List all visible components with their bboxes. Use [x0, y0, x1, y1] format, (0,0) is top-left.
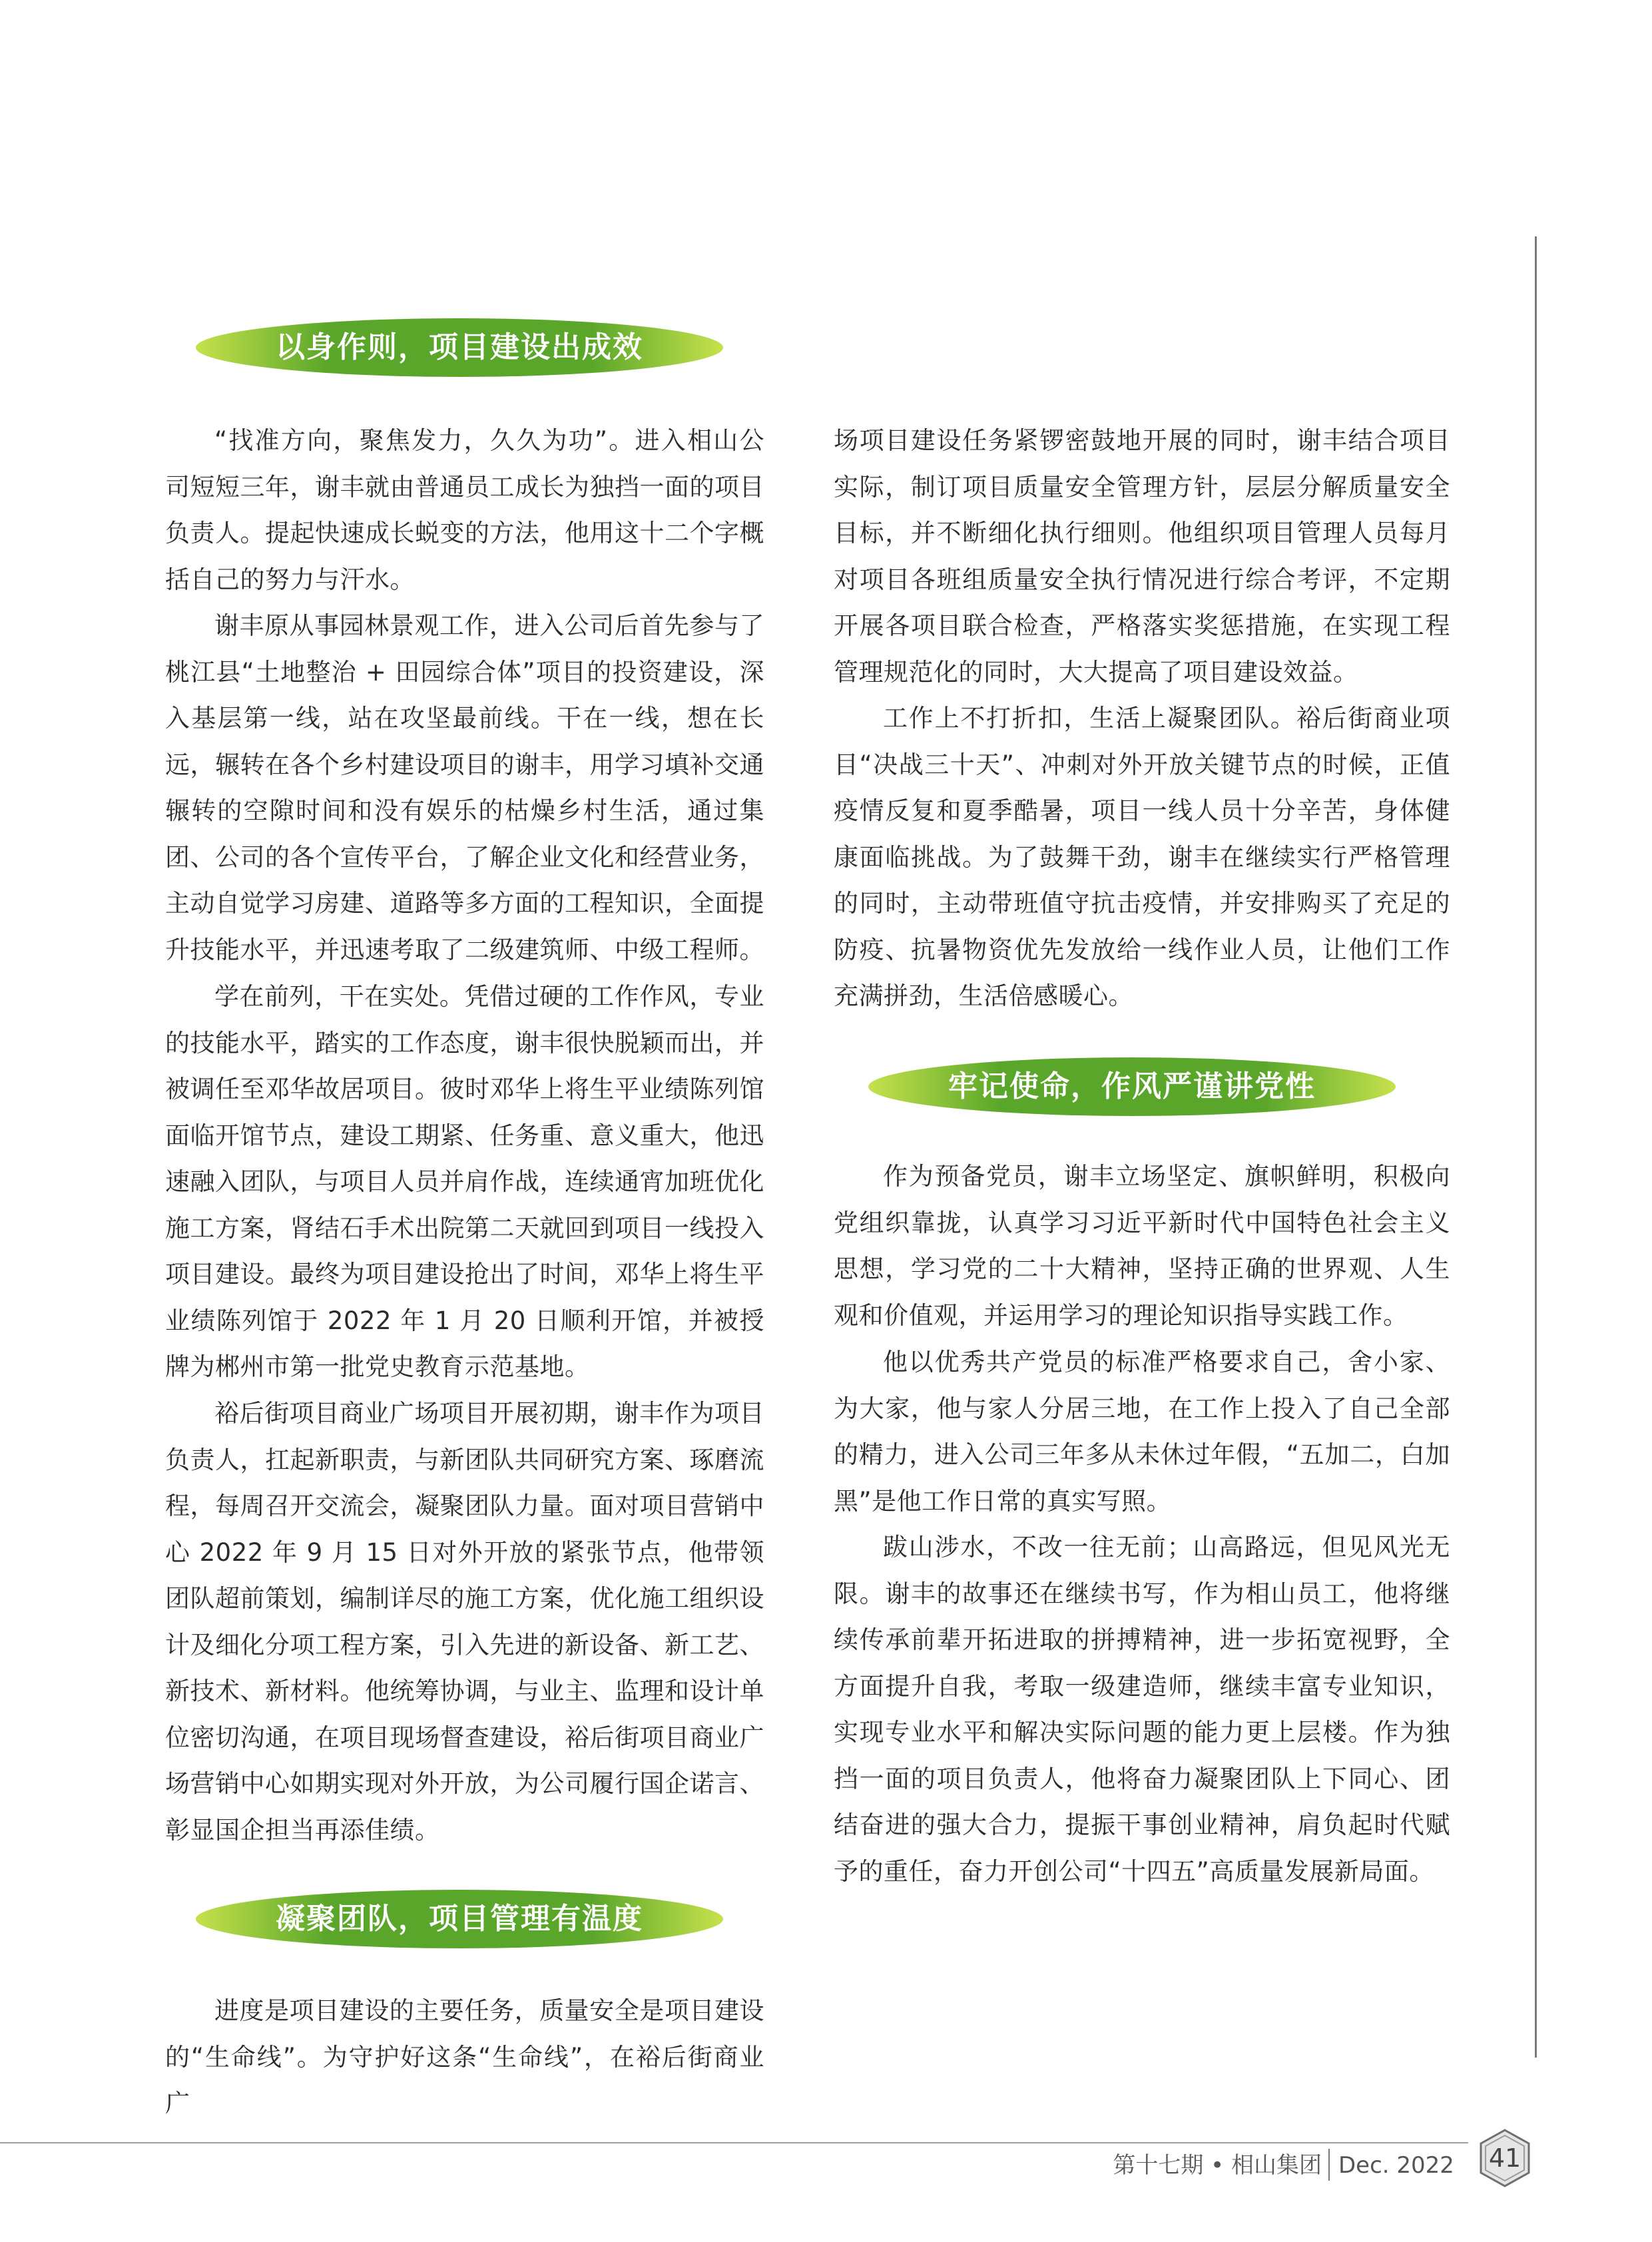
paragraph: 谢丰原从事园林景观工作，进入公司后首先参与了桃江县“土地整治 + 田园综合体”项目的投资建设，深入基层第一线，站在攻坚最前线。干在一线，想在长远，辗转在各个乡村建设项目的谢丰，用学习填补交通辗转的空隙时间和没有娱乐的枯燥乡村生活，通过集团、公司的各个宣传平台，了解企业文化和经营业务，主动自觉学习房建、道路等多方面的工程知识，全面提升技能水平，并迅速考取了二级建筑师、中级工程师。: [165, 611, 764, 964]
paragraph: 场项目建设任务紧锣密鼓地开展的同时，谢丰结合项目实际，制订项目质量安全管理方针，层层分解质量安全目标，并不断细化执行细则。他组织项目管理人员每月对项目各班组质量安全执行情况进行综合考评，不定期开展各项目联合检查，严格落实奖惩措施，在实现工程管理规范化的同时，大大提高了项目建设效益。: [834, 426, 1450, 687]
footer-separator: [1328, 2149, 1330, 2181]
section-heading-text: 以身作则，项目建设出成效: [276, 330, 643, 364]
paragraph: 作为预备党员，谢丰立场坚定、旗帜鲜明，积极向党组织靠拢，认真学习习近平新时代中国特色社会主义思想，学习党的二十大精神，坚持正确的世界观、人生观和价值观，并运用学习的理论知识指导实践工作。: [834, 1162, 1450, 1330]
section-heading-text: 凝聚团队，项目管理有温度: [276, 1902, 643, 1936]
paragraph: 工作上不打折扣，生活上凝聚团队。裕后街商业项目“决战三十天”、冲刺对外开放关键节点的时候，正值疫情反复和夏季酷暑，项目一线人员十分辛苦，身体健康面临挑战。为了鼓舞干劲，谢丰在继续实行严格管理的同时，主动带班值守抗击疫情，并安排购买了充足的防疫、抗暑物资优先发放给一线作业人员，让他们工作充满拼劲，生活倍感暖心。: [834, 704, 1450, 1010]
section-heading-1: [193, 313, 726, 382]
section-heading-3: [866, 1052, 1398, 1121]
footer-rule: [0, 2142, 1468, 2143]
footer-issue: 第十七期 • 相山集团: [1113, 2152, 1322, 2179]
paragraph: 他以优秀共产党员的标准严格要求自己，舍小家、为大家，他与家人分居三地，在工作上投入了自己全部的精力，进入公司三年多从未休过年假，“五加二，白加黑”是他工作日常的真实写照。: [834, 1348, 1450, 1516]
column-rule: [1535, 236, 1537, 2058]
page-number-badge: [1478, 2128, 1531, 2191]
paragraph: 学在前列，干在实处。凭借过硬的工作作风，专业的技能水平，踏实的工作态度，谢丰很快脱颖而出，并被调任至邓华故居项目。彼时邓华上将生平业绩陈列馆面临开馆节点，建设工期紧、任务重、意义重大，他迅速融入团队，与项目人员并肩作战，连续通宵加班优化施工方案，肾结石手术出院第二天就回到项目一线投入项目建设。最终为项目建设抢出了时间，邓华上将生平业绩陈列馆于 2022 年 1 月 20 日顺利开馆，并被授牌为郴州市第一批党史教育示范基地。: [165, 982, 764, 1381]
section-heading-2: [193, 1884, 726, 1954]
page-number: 41: [1488, 2143, 1521, 2173]
footer-date: Dec. 2022: [1338, 2152, 1454, 2179]
paragraph: “找准方向，聚焦发力，久久为功”。进入相山公司短短三年，谢丰就由普通员工成长为独挡一面的项目负责人。提起快速成长蜕变的方法，他用这十二个字概括自己的努力与汗水。: [165, 426, 764, 594]
section-heading-text: 牢记使命，作风严谨讲党性: [948, 1069, 1316, 1103]
paragraph: 裕后街项目商业广场项目开展初期，谢丰作为项目负责人，扛起新职责，与新团队共同研究方案、琢磨流程，每周召开交流会，凝聚团队力量。面对项目营销中心 2022 年 9 月 15 日对外开放的紧张节点，他带领团队超前策划，编制详尽的施工方案，优化施工组织设计及细化分项工程方案，引入先进的新设备、新工艺、新技术、新材料。他统筹协调，与业主、监理和设计单位密切沟通，在项目现场督查建设，裕后街项目商业广场营销中心如期实现对外开放，为公司履行国企诺言、彰显国企担当再添佳绩。: [165, 1399, 764, 1844]
paragraph: 进度是项目建设的主要任务，质量安全是项目建设的“生命线”。为守护好这条“生命线”，在裕后街商业广: [165, 1996, 764, 2117]
paragraph: 跋山涉水，不改一往无前；山高路远，但见风光无限。谢丰的故事还在继续书写，作为相山员工，他将继续传承前辈开拓进取的拼搏精神，进一步拓宽视野，全方面提升自我，考取一级建造师，继续丰富专业知识，实现专业水平和解决实际问题的能力更上层楼。作为独挡一面的项目负责人，他将奋力凝聚团队上下同心、团结奋进的强大合力，提振干事创业精神，肩负起时代赋予的重任，奋力开创公司“十四五”高质量发展新局面。: [834, 1533, 1450, 1886]
